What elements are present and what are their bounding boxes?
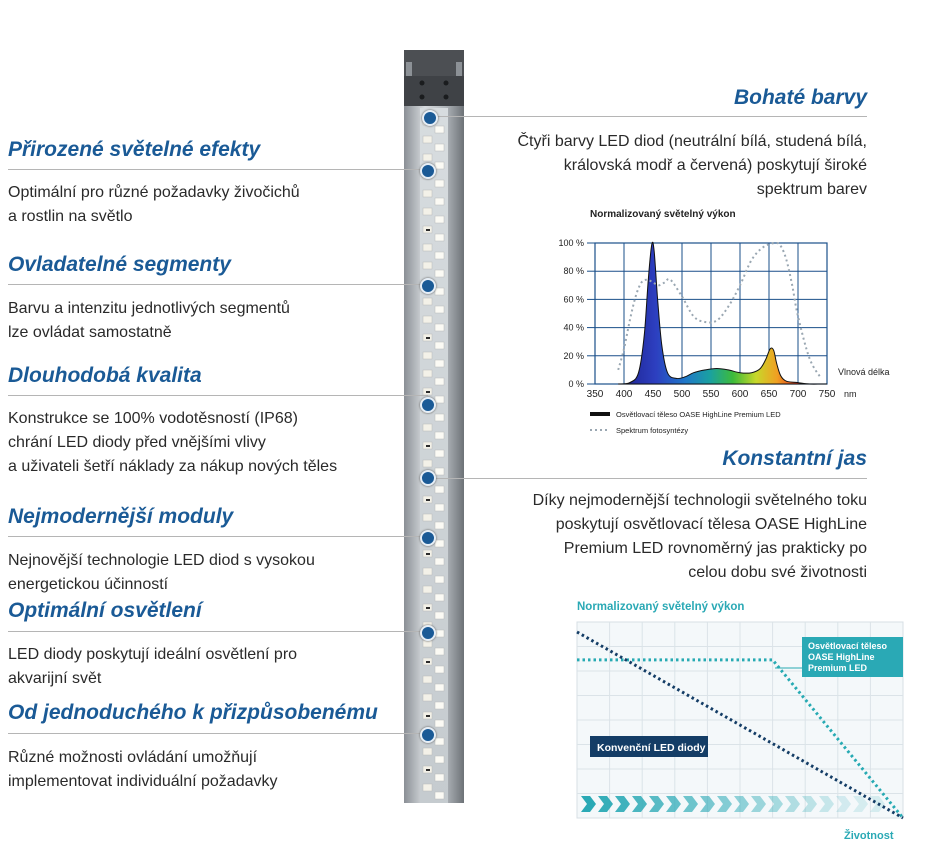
connector-line [8,395,428,396]
spectrum-chart [540,203,910,443]
led-chip-marking [426,499,430,501]
feature-title: Přirozené světelné efekty [8,138,261,161]
led-bar-graphic [404,48,464,803]
led-chip [435,774,444,781]
led-chip [435,702,444,709]
led-chip [423,676,432,683]
feature-title: Konstantní jas [722,447,867,470]
connector-line [432,116,867,117]
x-tick-label: 700 [789,389,807,400]
led-chip [435,378,444,385]
connector-line [8,536,428,537]
x-tick-label: 500 [673,389,691,400]
x-tick-label: 600 [731,389,749,400]
led-chip [423,316,432,323]
feature-title: Dlouhodobá kvalita [8,364,202,387]
y-tick-label: 80 % [563,266,584,277]
led-chip [435,252,444,259]
y-tick-label: 60 % [563,294,584,305]
led-chip-marking [426,445,430,447]
led-chip [435,468,444,475]
feature-title: Od jednoduchého k přizpůsobenému [8,701,378,724]
connector-line [8,631,428,632]
x-axis-unit: nm [844,389,857,399]
led-light-bar [404,48,464,803]
label-led-line: Premium LED [808,663,868,673]
feature-title: Ovladatelné segmenty [8,253,231,276]
led-chip [435,396,444,403]
feature-title: Optimální osvětlení [8,599,202,622]
feature-text: Čtyři barvy LED diod (neutrální bílá, studená bílá, královská modř a červená) poskytují široké spektrum barev [517,133,867,198]
x-tick-label: 750 [818,389,836,400]
led-chip [435,180,444,187]
feature-text: Díky nejmodernější technologii světelného toku poskytují osvětlovací tělesa OASE HighLine Premium LED rovnoměrný jas prakticky po celou dobu své životnosti [532,492,867,581]
label-led-line: Osvětlovací těleso [808,641,888,651]
led-chip-marking [426,715,430,717]
x-tick-label: 450 [644,389,662,400]
legend-label-photosynthesis: Spektrum fotosyntézy [616,426,689,435]
led-chip [423,262,432,269]
led-chip [435,216,444,223]
lifetime-chart [570,596,910,846]
led-chip [435,504,444,511]
x-axis-label: Vlnová délka [838,367,890,377]
led-chip [435,162,444,169]
led-chip [423,136,432,143]
x-axis-label: Životnost [844,830,894,842]
led-chip [423,694,432,701]
led-chip [435,486,444,493]
led-chip [423,352,432,359]
y-tick-label: 20 % [563,350,584,361]
lifetime-chart-title: Normalizovaný světelný výkon [577,601,745,613]
led-chip [435,558,444,565]
led-chip [435,738,444,745]
feature-title: Nejmodernější moduly [8,505,234,528]
led-chip [435,540,444,547]
led-chip [435,648,444,655]
x-tick-label: 550 [702,389,720,400]
feature-text: LED diody poskytují ideální osvětlení pro akvarijní svět [8,646,298,687]
led-chip [435,306,444,313]
feature-dot [420,278,436,294]
feature-dot [420,530,436,546]
feature-dot [420,727,436,743]
legend-label-led: Osvětlovací těleso OASE HighLine Premium LED [616,410,781,419]
led-chip [435,324,444,331]
feature-dot [420,470,436,486]
led-chip [435,270,444,277]
led-chip [423,244,432,251]
led-chip [435,594,444,601]
feature-title: Bohaté barvy [733,86,867,109]
led-chip [435,720,444,727]
led-chip [435,666,444,673]
x-tick-label: 350 [586,389,604,400]
led-chip [435,792,444,799]
y-tick-label: 0 % [568,379,584,389]
led-chip [435,414,444,421]
feature-dot [422,110,438,126]
led-chip-marking [426,769,430,771]
led-chip [423,298,432,305]
connector-line [8,284,428,285]
led-chip [435,144,444,151]
led-chip [423,748,432,755]
led-chip [423,640,432,647]
led-chip [423,784,432,791]
feature-dot [420,625,436,641]
led-chip [435,684,444,691]
spectrum-chart-title: Normalizovaný světelný výkon [590,209,736,220]
led-chip [423,586,432,593]
led-chip [435,288,444,295]
feature-text: Nejnovější technologie LED diod s vysokou energetickou účinností [8,552,315,593]
connector-line [8,733,428,734]
led-chip [423,370,432,377]
led-chip [423,424,432,431]
feature-dot [420,397,436,413]
led-chip [435,360,444,367]
y-tick-label: 40 % [563,322,584,333]
y-tick-label: 100 % [558,238,584,248]
led-chip [435,198,444,205]
led-chip [423,460,432,467]
x-tick-label: 400 [615,389,633,400]
spectrum-chart-svg [540,203,910,443]
connector-line [8,169,428,170]
feature-text: Konstrukce se 100% vodotěsností (IP68) chrání LED diody před vnějšími vlivy a uživateli šetří náklady za nákup nových těles [8,410,338,475]
label-led-line: OASE HighLine [808,652,875,662]
feature-dot [420,163,436,179]
led-chip [423,190,432,197]
led-chip [435,126,444,133]
feature-text: Různé možnosti ovládání umožňují implementovat individuální požadavky [8,749,278,790]
led-chip [423,154,432,161]
feature-text: Optimální pro různé požadavky živočichů a rostlin na světlo [8,184,300,225]
led-chip [435,576,444,583]
lifetime-chart-svg [570,596,910,846]
led-chip [435,432,444,439]
led-chip [435,522,444,529]
led-chip [423,208,432,215]
connector-line [432,478,867,479]
led-chip-marking [426,337,430,339]
led-chip [435,756,444,763]
led-chip [435,450,444,457]
led-chip-marking [426,553,430,555]
led-chip-marking [426,661,430,663]
label-conventional: Konvenční LED diody [597,742,706,754]
feature-text: Barvu a intenzitu jednotlivých segmentů lze ovládat samostatně [8,300,290,341]
led-chip [435,612,444,619]
led-chip [423,514,432,521]
led-chip [423,568,432,575]
led-chip-marking [426,229,430,231]
led-chip [435,234,444,241]
x-tick-label: 650 [760,389,778,400]
led-chip-marking [426,391,430,393]
led-chip [435,342,444,349]
led-chip [435,630,444,637]
legend-swatch-led [590,412,610,416]
led-chip-marking [426,607,430,609]
